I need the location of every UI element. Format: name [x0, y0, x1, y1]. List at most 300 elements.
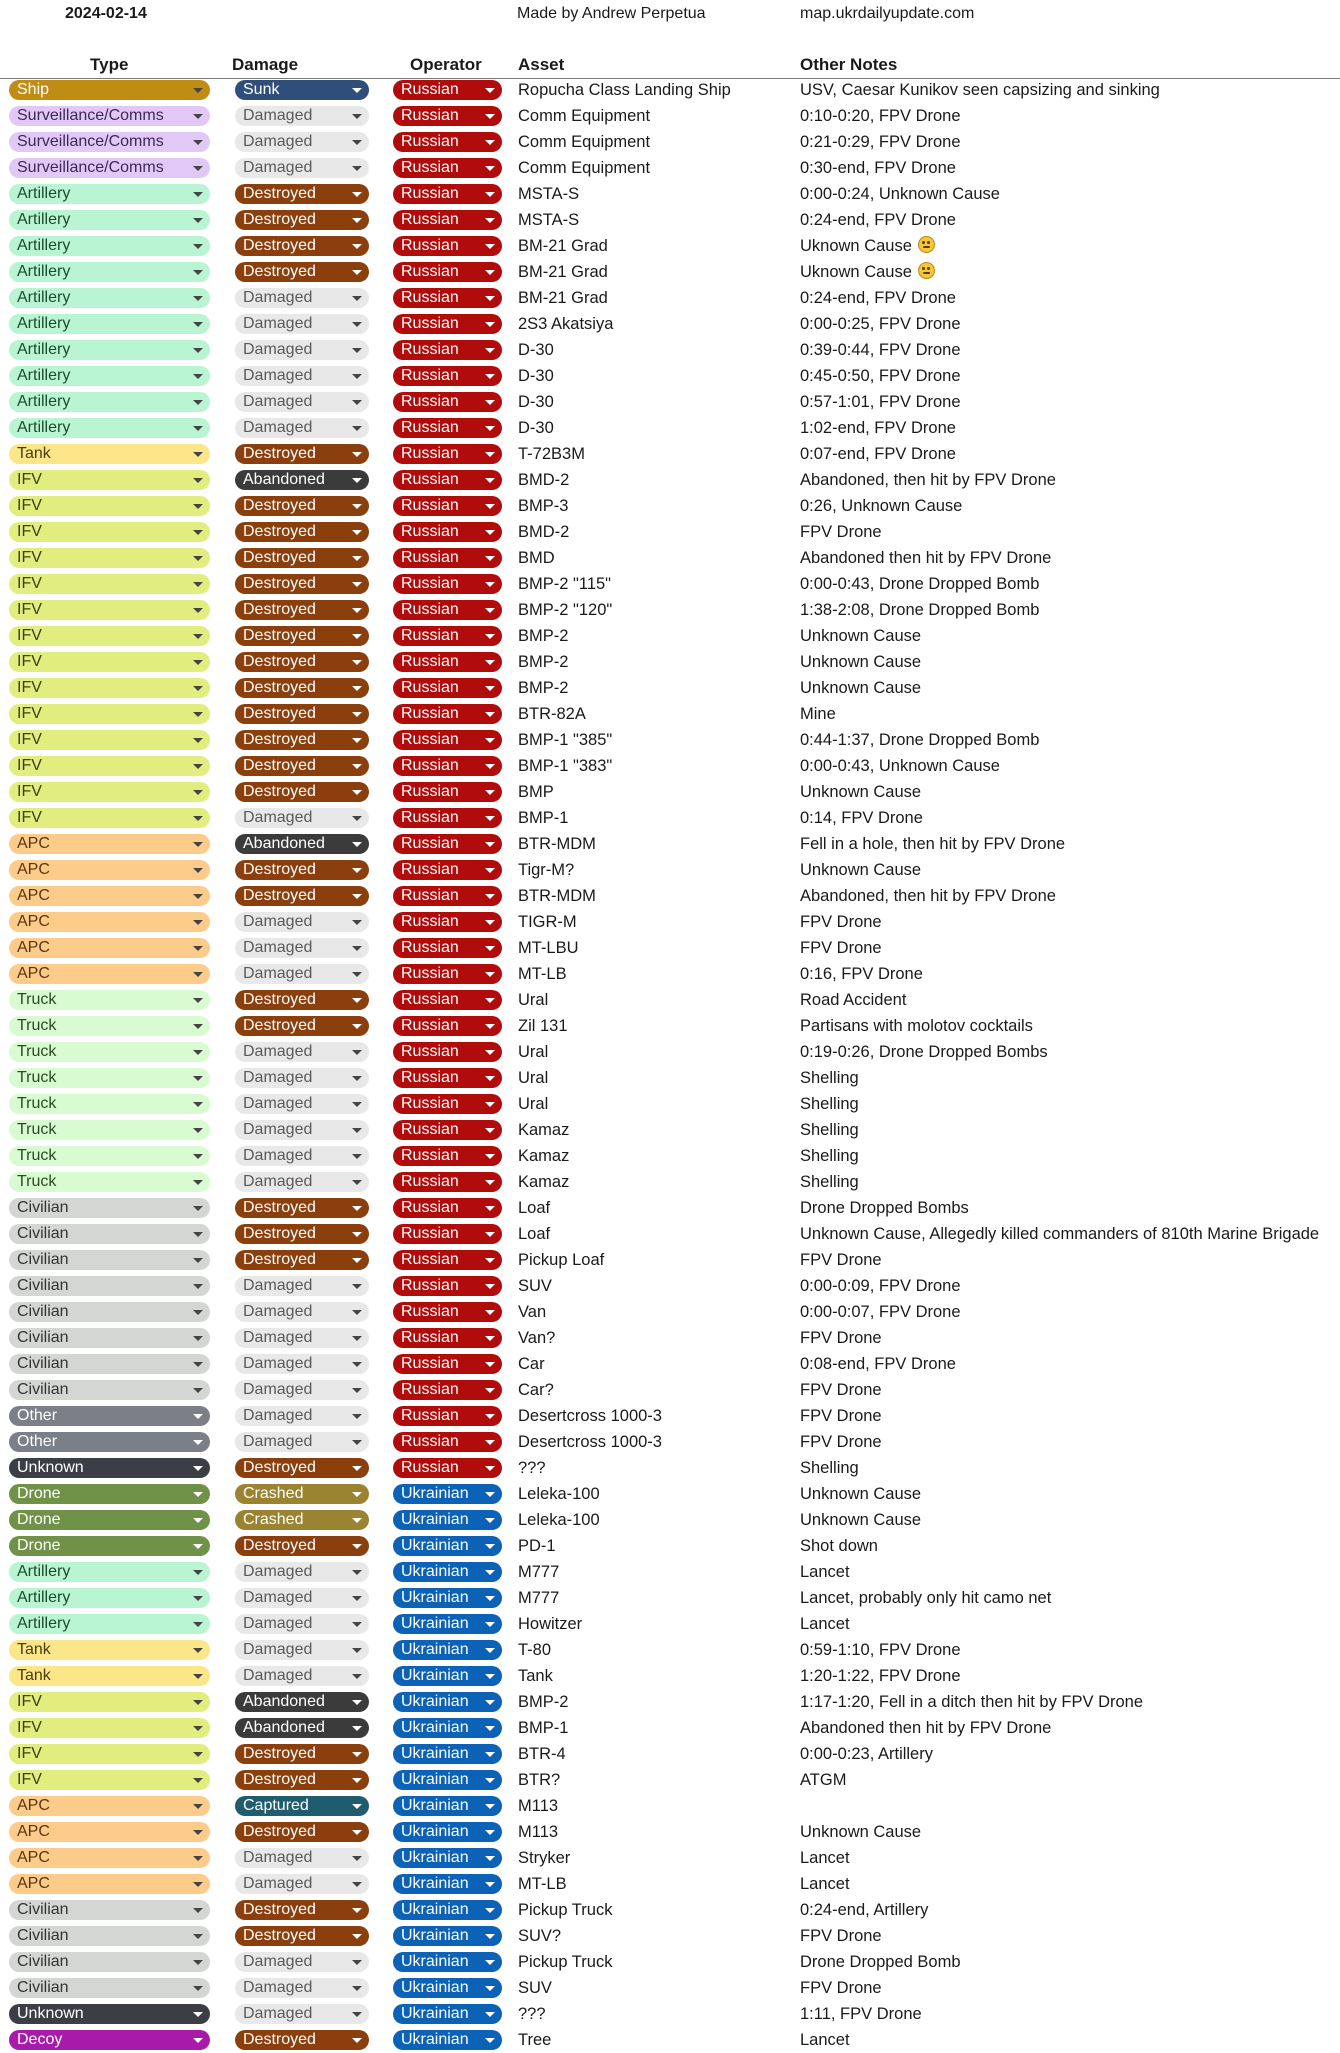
asset-cell[interactable]: TIGR-M	[518, 913, 577, 931]
asset-cell[interactable]: MT-LB	[518, 1875, 567, 1893]
type-dropdown[interactable]	[9, 1744, 210, 1764]
chevron-down-icon[interactable]	[193, 1492, 203, 1497]
damage-dropdown[interactable]	[235, 808, 369, 828]
chevron-down-icon[interactable]	[352, 998, 362, 1003]
damage-dropdown[interactable]	[235, 262, 369, 282]
chevron-down-icon[interactable]	[485, 322, 495, 327]
asset-cell[interactable]: BMP-2	[518, 627, 569, 645]
operator-dropdown[interactable]	[393, 1848, 502, 1868]
asset-cell[interactable]: SUV	[518, 1277, 552, 1295]
type-dropdown[interactable]	[9, 1874, 210, 1894]
damage-dropdown[interactable]	[235, 288, 369, 308]
type-dropdown[interactable]	[9, 990, 210, 1010]
operator-dropdown[interactable]	[393, 678, 502, 698]
chevron-down-icon[interactable]	[485, 686, 495, 691]
damage-dropdown[interactable]	[235, 1926, 369, 1946]
notes-cell[interactable]	[800, 1689, 1143, 1715]
chevron-down-icon[interactable]	[193, 686, 203, 691]
chevron-down-icon[interactable]	[485, 1778, 495, 1783]
damage-dropdown[interactable]	[235, 548, 369, 568]
chevron-down-icon[interactable]	[485, 374, 495, 379]
column-header-asset[interactable]: Asset	[518, 55, 565, 74]
notes-cell[interactable]	[800, 701, 836, 727]
type-dropdown[interactable]	[9, 1406, 210, 1426]
operator-dropdown[interactable]	[393, 652, 502, 672]
notes-cell[interactable]	[800, 1013, 1033, 1039]
notes-cell[interactable]	[800, 77, 1160, 103]
notes-cell[interactable]	[800, 259, 935, 285]
type-dropdown[interactable]	[9, 1588, 210, 1608]
type-dropdown[interactable]	[9, 1926, 210, 1946]
chevron-down-icon[interactable]	[485, 1284, 495, 1289]
chevron-down-icon[interactable]	[193, 712, 203, 717]
type-dropdown[interactable]	[9, 1666, 210, 1686]
asset-cell[interactable]: Kamaz	[518, 1173, 570, 1191]
chevron-down-icon[interactable]	[485, 972, 495, 977]
notes-cell[interactable]	[800, 1143, 859, 1169]
operator-dropdown[interactable]	[393, 1302, 502, 1322]
operator-dropdown[interactable]	[393, 2030, 502, 2050]
operator-dropdown[interactable]	[393, 418, 502, 438]
chevron-down-icon[interactable]	[352, 686, 362, 691]
chevron-down-icon[interactable]	[352, 1024, 362, 1029]
asset-cell[interactable]: BMP-1 "383"	[518, 757, 613, 775]
chevron-down-icon[interactable]	[352, 1232, 362, 1237]
notes-cell[interactable]	[800, 207, 956, 233]
damage-dropdown[interactable]	[235, 1874, 369, 1894]
asset-cell[interactable]: M113	[518, 1823, 559, 1841]
type-dropdown[interactable]	[9, 1614, 210, 1634]
damage-dropdown[interactable]	[235, 1484, 369, 1504]
damage-dropdown[interactable]	[235, 1666, 369, 1686]
asset-cell[interactable]: BMD-2	[518, 523, 570, 541]
asset-cell[interactable]: Leleka-100	[518, 1485, 600, 1503]
asset-cell[interactable]: M113	[518, 1797, 559, 1815]
chevron-down-icon[interactable]	[193, 1570, 203, 1575]
asset-cell[interactable]: Zil 131	[518, 1017, 568, 1035]
asset-cell[interactable]: BMP-3	[518, 497, 569, 515]
asset-cell[interactable]: PD-1	[518, 1537, 556, 1555]
chevron-down-icon[interactable]	[193, 556, 203, 561]
chevron-down-icon[interactable]	[352, 530, 362, 535]
chevron-down-icon[interactable]	[193, 920, 203, 925]
asset-cell[interactable]: BTR-82A	[518, 705, 586, 723]
damage-dropdown[interactable]	[235, 1614, 369, 1634]
chevron-down-icon[interactable]	[193, 504, 203, 509]
type-dropdown[interactable]	[9, 704, 210, 724]
type-dropdown[interactable]	[9, 1822, 210, 1842]
asset-cell[interactable]: BMP-2 "120"	[518, 601, 613, 619]
type-dropdown[interactable]	[9, 1640, 210, 1660]
operator-dropdown[interactable]	[393, 808, 502, 828]
notes-cell[interactable]	[800, 1845, 850, 1871]
operator-dropdown[interactable]	[393, 1042, 502, 1062]
type-dropdown[interactable]	[9, 236, 210, 256]
chevron-down-icon[interactable]	[193, 1310, 203, 1315]
notes-cell[interactable]	[800, 1663, 961, 1689]
type-dropdown[interactable]	[9, 106, 210, 126]
notes-cell[interactable]	[800, 1871, 850, 1897]
chevron-down-icon[interactable]	[193, 270, 203, 275]
chevron-down-icon[interactable]	[485, 1804, 495, 1809]
notes-cell[interactable]	[800, 1897, 928, 1923]
chevron-down-icon[interactable]	[485, 140, 495, 145]
chevron-down-icon[interactable]	[193, 582, 203, 587]
chevron-down-icon[interactable]	[352, 114, 362, 119]
damage-dropdown[interactable]	[235, 1952, 369, 1972]
operator-dropdown[interactable]	[393, 1354, 502, 1374]
damage-dropdown[interactable]	[235, 444, 369, 464]
damage-dropdown[interactable]	[235, 392, 369, 412]
notes-cell[interactable]	[800, 1819, 921, 1845]
notes-cell[interactable]	[800, 1455, 859, 1481]
operator-dropdown[interactable]	[393, 1770, 502, 1790]
chevron-down-icon[interactable]	[485, 1882, 495, 1887]
notes-cell[interactable]	[800, 935, 882, 961]
type-dropdown[interactable]	[9, 366, 210, 386]
chevron-down-icon[interactable]	[485, 842, 495, 847]
chevron-down-icon[interactable]	[485, 478, 495, 483]
column-header-notes[interactable]: Other Notes	[800, 55, 898, 74]
chevron-down-icon[interactable]	[352, 1518, 362, 1523]
operator-dropdown[interactable]	[393, 1484, 502, 1504]
chevron-down-icon[interactable]	[352, 478, 362, 483]
type-dropdown[interactable]	[9, 1276, 210, 1296]
asset-cell[interactable]: Comm Equipment	[518, 133, 651, 151]
notes-cell[interactable]	[800, 1533, 878, 1559]
chevron-down-icon[interactable]	[485, 1986, 495, 1991]
chevron-down-icon[interactable]	[352, 1648, 362, 1653]
damage-dropdown[interactable]	[235, 626, 369, 646]
chevron-down-icon[interactable]	[352, 764, 362, 769]
type-dropdown[interactable]	[9, 678, 210, 698]
notes-cell[interactable]	[800, 909, 882, 935]
asset-cell[interactable]: Kamaz	[518, 1121, 570, 1139]
chevron-down-icon[interactable]	[352, 868, 362, 873]
chevron-down-icon[interactable]	[193, 1076, 203, 1081]
chevron-down-icon[interactable]	[193, 1388, 203, 1393]
asset-cell[interactable]: BM-21 Grad	[518, 289, 608, 307]
chevron-down-icon[interactable]	[193, 1648, 203, 1653]
asset-cell[interactable]: BMP-2	[518, 1693, 569, 1711]
chevron-down-icon[interactable]	[352, 2038, 362, 2043]
chevron-down-icon[interactable]	[352, 842, 362, 847]
chevron-down-icon[interactable]	[352, 1778, 362, 1783]
type-dropdown[interactable]	[9, 1120, 210, 1140]
operator-dropdown[interactable]	[393, 314, 502, 334]
notes-cell[interactable]	[800, 155, 956, 181]
notes-cell[interactable]	[800, 779, 921, 805]
chevron-down-icon[interactable]	[485, 1492, 495, 1497]
type-dropdown[interactable]	[9, 418, 210, 438]
chevron-down-icon[interactable]	[485, 1206, 495, 1211]
notes-cell[interactable]	[800, 415, 956, 441]
operator-dropdown[interactable]	[393, 1510, 502, 1530]
type-dropdown[interactable]	[9, 808, 210, 828]
type-dropdown[interactable]	[9, 1068, 210, 1088]
type-dropdown[interactable]	[9, 444, 210, 464]
chevron-down-icon[interactable]	[193, 114, 203, 119]
type-dropdown[interactable]	[9, 158, 210, 178]
damage-dropdown[interactable]	[235, 1640, 369, 1660]
notes-cell[interactable]	[800, 571, 1039, 597]
chevron-down-icon[interactable]	[485, 1674, 495, 1679]
asset-cell[interactable]: Van	[518, 1303, 547, 1321]
chevron-down-icon[interactable]	[193, 374, 203, 379]
damage-dropdown[interactable]	[235, 860, 369, 880]
chevron-down-icon[interactable]	[485, 582, 495, 587]
chevron-down-icon[interactable]	[485, 114, 495, 119]
asset-cell[interactable]: Desertcross 1000-3	[518, 1433, 662, 1451]
chevron-down-icon[interactable]	[352, 1882, 362, 1887]
operator-dropdown[interactable]	[393, 1198, 502, 1218]
chevron-down-icon[interactable]	[193, 998, 203, 1003]
operator-dropdown[interactable]	[393, 1588, 502, 1608]
chevron-down-icon[interactable]	[193, 2038, 203, 2043]
chevron-down-icon[interactable]	[485, 764, 495, 769]
chevron-down-icon[interactable]	[485, 1440, 495, 1445]
chevron-down-icon[interactable]	[193, 1362, 203, 1367]
operator-dropdown[interactable]	[393, 1666, 502, 1686]
chevron-down-icon[interactable]	[193, 1856, 203, 1861]
chevron-down-icon[interactable]	[193, 790, 203, 795]
damage-dropdown[interactable]	[235, 678, 369, 698]
notes-cell[interactable]	[800, 727, 1039, 753]
type-dropdown[interactable]	[9, 1224, 210, 1244]
column-header-damage[interactable]: Damage	[232, 55, 299, 74]
operator-dropdown[interactable]	[393, 80, 502, 100]
operator-dropdown[interactable]	[393, 262, 502, 282]
chevron-down-icon[interactable]	[193, 1232, 203, 1237]
chevron-down-icon[interactable]	[485, 244, 495, 249]
chevron-down-icon[interactable]	[193, 478, 203, 483]
notes-cell[interactable]	[800, 597, 1039, 623]
notes-cell[interactable]	[800, 1715, 1051, 1741]
damage-dropdown[interactable]	[235, 834, 369, 854]
operator-dropdown[interactable]	[393, 626, 502, 646]
chevron-down-icon[interactable]	[352, 1960, 362, 1965]
notes-cell[interactable]	[800, 623, 921, 649]
damage-dropdown[interactable]	[235, 1042, 369, 1062]
type-dropdown[interactable]	[9, 132, 210, 152]
asset-cell[interactable]: ???	[518, 1459, 546, 1477]
chevron-down-icon[interactable]	[485, 790, 495, 795]
damage-dropdown[interactable]	[235, 132, 369, 152]
notes-cell[interactable]	[800, 1767, 846, 1793]
chevron-down-icon[interactable]	[193, 1206, 203, 1211]
asset-cell[interactable]: Ropucha Class Landing Ship	[518, 81, 731, 99]
chevron-down-icon[interactable]	[485, 1050, 495, 1055]
asset-cell[interactable]: Ural	[518, 1043, 549, 1061]
chevron-down-icon[interactable]	[193, 764, 203, 769]
type-dropdown[interactable]	[9, 652, 210, 672]
damage-dropdown[interactable]	[235, 1328, 369, 1348]
chevron-down-icon[interactable]	[193, 1622, 203, 1627]
chevron-down-icon[interactable]	[193, 1778, 203, 1783]
chevron-down-icon[interactable]	[352, 1674, 362, 1679]
chevron-down-icon[interactable]	[485, 1362, 495, 1367]
type-dropdown[interactable]	[9, 184, 210, 204]
chevron-down-icon[interactable]	[193, 1518, 203, 1523]
operator-dropdown[interactable]	[393, 1796, 502, 1816]
asset-cell[interactable]: BMP-2	[518, 653, 569, 671]
damage-dropdown[interactable]	[235, 1302, 369, 1322]
chevron-down-icon[interactable]	[193, 530, 203, 535]
chevron-down-icon[interactable]	[485, 1960, 495, 1965]
damage-dropdown[interactable]	[235, 1744, 369, 1764]
chevron-down-icon[interactable]	[352, 608, 362, 613]
chevron-down-icon[interactable]	[193, 140, 203, 145]
chevron-down-icon[interactable]	[193, 1674, 203, 1679]
chevron-down-icon[interactable]	[352, 816, 362, 821]
asset-cell[interactable]: Van?	[518, 1329, 556, 1347]
chevron-down-icon[interactable]	[485, 1154, 495, 1159]
chevron-down-icon[interactable]	[193, 1414, 203, 1419]
operator-dropdown[interactable]	[393, 288, 502, 308]
chevron-down-icon[interactable]	[485, 1310, 495, 1315]
operator-dropdown[interactable]	[393, 1016, 502, 1036]
chevron-down-icon[interactable]	[485, 400, 495, 405]
chevron-down-icon[interactable]	[352, 972, 362, 977]
chevron-down-icon[interactable]	[485, 608, 495, 613]
operator-dropdown[interactable]	[393, 548, 502, 568]
chevron-down-icon[interactable]	[485, 1232, 495, 1237]
operator-dropdown[interactable]	[393, 1692, 502, 1712]
damage-dropdown[interactable]	[235, 886, 369, 906]
asset-cell[interactable]: Loaf	[518, 1225, 551, 1243]
chevron-down-icon[interactable]	[485, 1102, 495, 1107]
column-header-type[interactable]: Type	[90, 55, 129, 74]
asset-cell[interactable]: BM-21 Grad	[518, 263, 608, 281]
type-dropdown[interactable]	[9, 1900, 210, 1920]
operator-dropdown[interactable]	[393, 782, 502, 802]
asset-cell[interactable]: D-30	[518, 419, 554, 437]
type-dropdown[interactable]	[9, 1302, 210, 1322]
damage-dropdown[interactable]	[235, 80, 369, 100]
chevron-down-icon[interactable]	[485, 1596, 495, 1601]
operator-dropdown[interactable]	[393, 1718, 502, 1738]
operator-dropdown[interactable]	[393, 600, 502, 620]
chevron-down-icon[interactable]	[485, 556, 495, 561]
chevron-down-icon[interactable]	[352, 1596, 362, 1601]
asset-cell[interactable]: BMP-2 "115"	[518, 575, 612, 593]
chevron-down-icon[interactable]	[193, 816, 203, 821]
chevron-down-icon[interactable]	[193, 608, 203, 613]
asset-cell[interactable]: BTR-4	[518, 1745, 566, 1763]
chevron-down-icon[interactable]	[193, 1024, 203, 1029]
chevron-down-icon[interactable]	[485, 1466, 495, 1471]
chevron-down-icon[interactable]	[352, 1336, 362, 1341]
operator-dropdown[interactable]	[393, 1458, 502, 1478]
type-dropdown[interactable]	[9, 1484, 210, 1504]
type-dropdown[interactable]	[9, 1146, 210, 1166]
chevron-down-icon[interactable]	[485, 1076, 495, 1081]
type-dropdown[interactable]	[9, 210, 210, 230]
asset-cell[interactable]: BTR?	[518, 1771, 561, 1789]
damage-dropdown[interactable]	[235, 1770, 369, 1790]
type-dropdown[interactable]	[9, 600, 210, 620]
notes-cell[interactable]	[800, 1741, 933, 1767]
damage-dropdown[interactable]	[235, 912, 369, 932]
chevron-down-icon[interactable]	[193, 2012, 203, 2017]
chevron-down-icon[interactable]	[352, 374, 362, 379]
damage-dropdown[interactable]	[235, 522, 369, 542]
damage-dropdown[interactable]	[235, 964, 369, 984]
type-dropdown[interactable]	[9, 782, 210, 802]
notes-cell[interactable]	[800, 1507, 921, 1533]
chevron-down-icon[interactable]	[352, 1726, 362, 1731]
type-dropdown[interactable]	[9, 1510, 210, 1530]
chevron-down-icon[interactable]	[193, 1154, 203, 1159]
damage-dropdown[interactable]	[235, 574, 369, 594]
chevron-down-icon[interactable]	[485, 1752, 495, 1757]
chevron-down-icon[interactable]	[352, 1856, 362, 1861]
damage-dropdown[interactable]	[235, 1224, 369, 1244]
chevron-down-icon[interactable]	[352, 1102, 362, 1107]
operator-dropdown[interactable]	[393, 912, 502, 932]
asset-cell[interactable]: Howitzer	[518, 1615, 583, 1633]
notes-cell[interactable]	[800, 883, 1056, 909]
chevron-down-icon[interactable]	[485, 1518, 495, 1523]
notes-cell[interactable]	[800, 363, 961, 389]
damage-dropdown[interactable]	[235, 1562, 369, 1582]
notes-cell[interactable]	[800, 1065, 859, 1091]
notes-cell[interactable]	[800, 1403, 882, 1429]
operator-dropdown[interactable]	[393, 158, 502, 178]
asset-cell[interactable]: MSTA-S	[518, 185, 580, 203]
type-dropdown[interactable]	[9, 1198, 210, 1218]
damage-dropdown[interactable]	[235, 1536, 369, 1556]
chevron-down-icon[interactable]	[352, 504, 362, 509]
type-dropdown[interactable]	[9, 730, 210, 750]
chevron-down-icon[interactable]	[352, 1700, 362, 1705]
notes-cell[interactable]	[800, 1923, 882, 1949]
asset-cell[interactable]: Ural	[518, 991, 549, 1009]
damage-dropdown[interactable]	[235, 1172, 369, 1192]
notes-cell[interactable]	[800, 129, 961, 155]
asset-cell[interactable]: BTR-MDM	[518, 887, 596, 905]
asset-cell[interactable]: Comm Equipment	[518, 107, 651, 125]
column-header-operator[interactable]: Operator	[410, 55, 482, 74]
type-dropdown[interactable]	[9, 1536, 210, 1556]
notes-cell[interactable]	[800, 1377, 882, 1403]
chevron-down-icon[interactable]	[352, 582, 362, 587]
asset-cell[interactable]: SUV	[518, 1979, 552, 1997]
asset-cell[interactable]: Pickup Truck	[518, 1901, 613, 1919]
chevron-down-icon[interactable]	[352, 166, 362, 171]
damage-dropdown[interactable]	[235, 704, 369, 724]
chevron-down-icon[interactable]	[352, 1986, 362, 1991]
notes-cell[interactable]	[800, 1949, 961, 1975]
chevron-down-icon[interactable]	[352, 1050, 362, 1055]
notes-cell[interactable]	[800, 1585, 1051, 1611]
operator-dropdown[interactable]	[393, 1120, 502, 1140]
notes-cell[interactable]	[800, 1429, 882, 1455]
asset-cell[interactable]: D-30	[518, 367, 554, 385]
asset-cell[interactable]: Tree	[518, 2031, 552, 2049]
notes-cell[interactable]	[800, 233, 935, 259]
chevron-down-icon[interactable]	[193, 1180, 203, 1185]
chevron-down-icon[interactable]	[193, 946, 203, 951]
chevron-down-icon[interactable]	[352, 1804, 362, 1809]
type-dropdown[interactable]	[9, 340, 210, 360]
chevron-down-icon[interactable]	[485, 88, 495, 93]
notes-cell[interactable]	[800, 337, 961, 363]
chevron-down-icon[interactable]	[485, 166, 495, 171]
chevron-down-icon[interactable]	[352, 1414, 362, 1419]
chevron-down-icon[interactable]	[485, 1388, 495, 1393]
notes-cell[interactable]	[800, 1221, 1319, 1247]
